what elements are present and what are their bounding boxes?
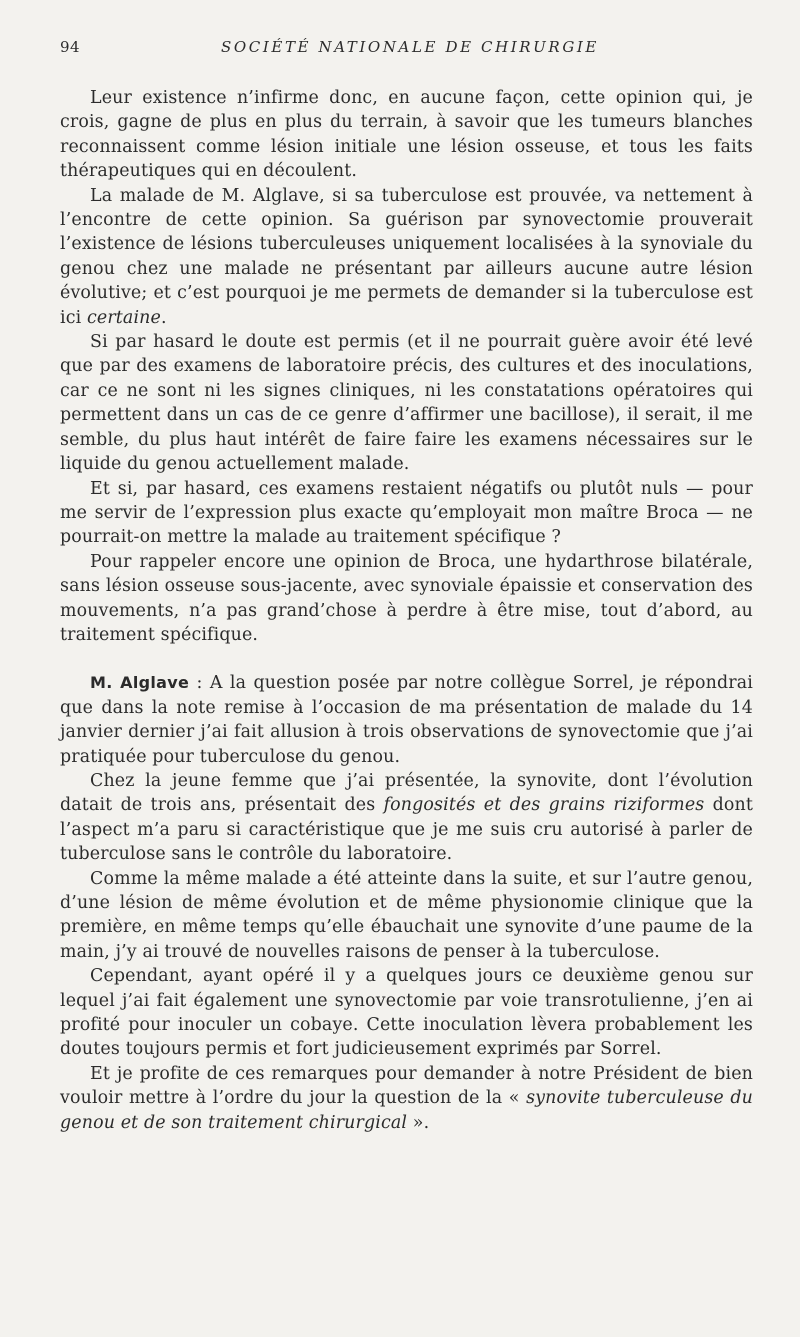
italic-emphasis: synovite tuberculeuse du genou et de son traitement chirurgical [60,1088,753,1133]
paragraph [60,477,753,550]
body-text [60,86,753,1135]
paragraph [60,86,753,184]
italic-emphasis: fongosités et des grains riziformes [383,795,705,816]
paragraph-text: dont l’aspect m’a paru si caractéristique que je me suis cru autorisé à parler de tuberculose sans le contrôle du laboratoire. [60,795,753,865]
italic-emphasis: certaine [87,307,161,328]
paragraph-text: ». [407,1112,430,1133]
paragraph-text: Cependant, ayant opéré il y a quelques jours ce deuxième genou sur lequel j’ai fait également une synovectomie par voie transrotulienne, j’en ai profité pour inoculer un cobaye. Cette inoculation lèvera probablement les doutes toujours permis et fort judicieusement exprimés par Sorrel. [60,966,753,1060]
paragraph [60,964,753,1062]
paragraph-text: Chez la jeune femme que j’ai présentée, la synovite, dont l’évolution datait de trois ans, présentait des [60,770,753,816]
section-divider [60,647,753,671]
paragraph-text: Comme la même malade a été atteinte dans la suite, et sur l’autre genou, d’une lésion de même évolution et de même physionomie clinique que la première, en même temps qu’elle ébauchait une synovite d’une paume de la main, j’y ai trouvé de nouvelles raisons de penser à la tuberculose. [60,868,753,962]
paragraph-text: La malade de M. Alglave, si sa tuberculose est prouvée, va nettement à l’encontre de cette opinion. Sa guérison par synovectomie prouverait l’existence de lésions tuberculeuses uniquement localisées à la synoviale du genou chez une malade ne présentant par ailleurs aucune autre lésion évolutive; et c’est pourquoi je me permets de demander si la tuberculose est ici [60,185,753,328]
paragraph-text: Pour rappeler encore une opinion de Broca, une hydarthrose bilatérale, sans lésion osseuse sous-jacente, avec synoviale épaissie et conservation des mouvements, n’a pas grand’chose à perdre à être mise, tout d’abord, au traitement spécifique. [60,551,753,645]
paragraph-text: Leur existence n’infirme donc, en aucune façon, cette opinion qui, je crois, gagne de plus en plus du terrain, à savoir que les tumeurs blanches reconnaissent comme lésion initiale une lésion osseuse, et tous les faits thérapeutiques qui en découlent. [60,88,753,182]
running-head: SOCIÉTÉ NATIONALE DE CHIRURGIE [221,38,599,56]
paragraph [60,330,753,476]
page-header [60,38,760,62]
paragraph [60,867,753,965]
paragraph-text: Et si, par hasard, ces examens restaient négatifs ou plutôt nuls — pour me servir de l’expression plus exacte qu’employait mon maître Broca — ne pourrait-on mettre la malade au traitement spécifique ? [60,478,753,548]
paragraph-text: Si par hasard le doute est permis (et il ne pourrait guère avoir été levé que par des examens de laboratoire précis, des cultures et des inoculations, car ce ne sont ni les signes cliniques, ni les constatations opératoires qui permettent dans un cas de ce genre d’affirmer une bacillose), il serait, il me semble, du plus haut intérêt de faire faire les examens nécessaires sur le liquide du genou actuellement malade. [60,332,753,475]
paragraph-text: Et je profite de ces remarques pour demander à notre Président de bien vouloir mettre à l’ordre du jour la question de la « [60,1063,753,1109]
paragraph [60,550,753,648]
paragraph-text: : A la question posée par notre collègue Sorrel, je répondrai que dans la note remise à l’occasion de ma présentation de malade du 14 janvier dernier j’ai fait allusion à trois observations de synovectomie que j’ai pratiquée pour tuberculose du genou. [60,673,753,767]
speaker-name: M. Alglave [90,673,190,693]
paragraph [60,671,753,769]
paragraph-text: . [160,307,167,328]
page-number: 94 [60,38,81,56]
paragraph [60,769,753,867]
paragraph [60,184,753,330]
paragraph [60,1062,753,1135]
